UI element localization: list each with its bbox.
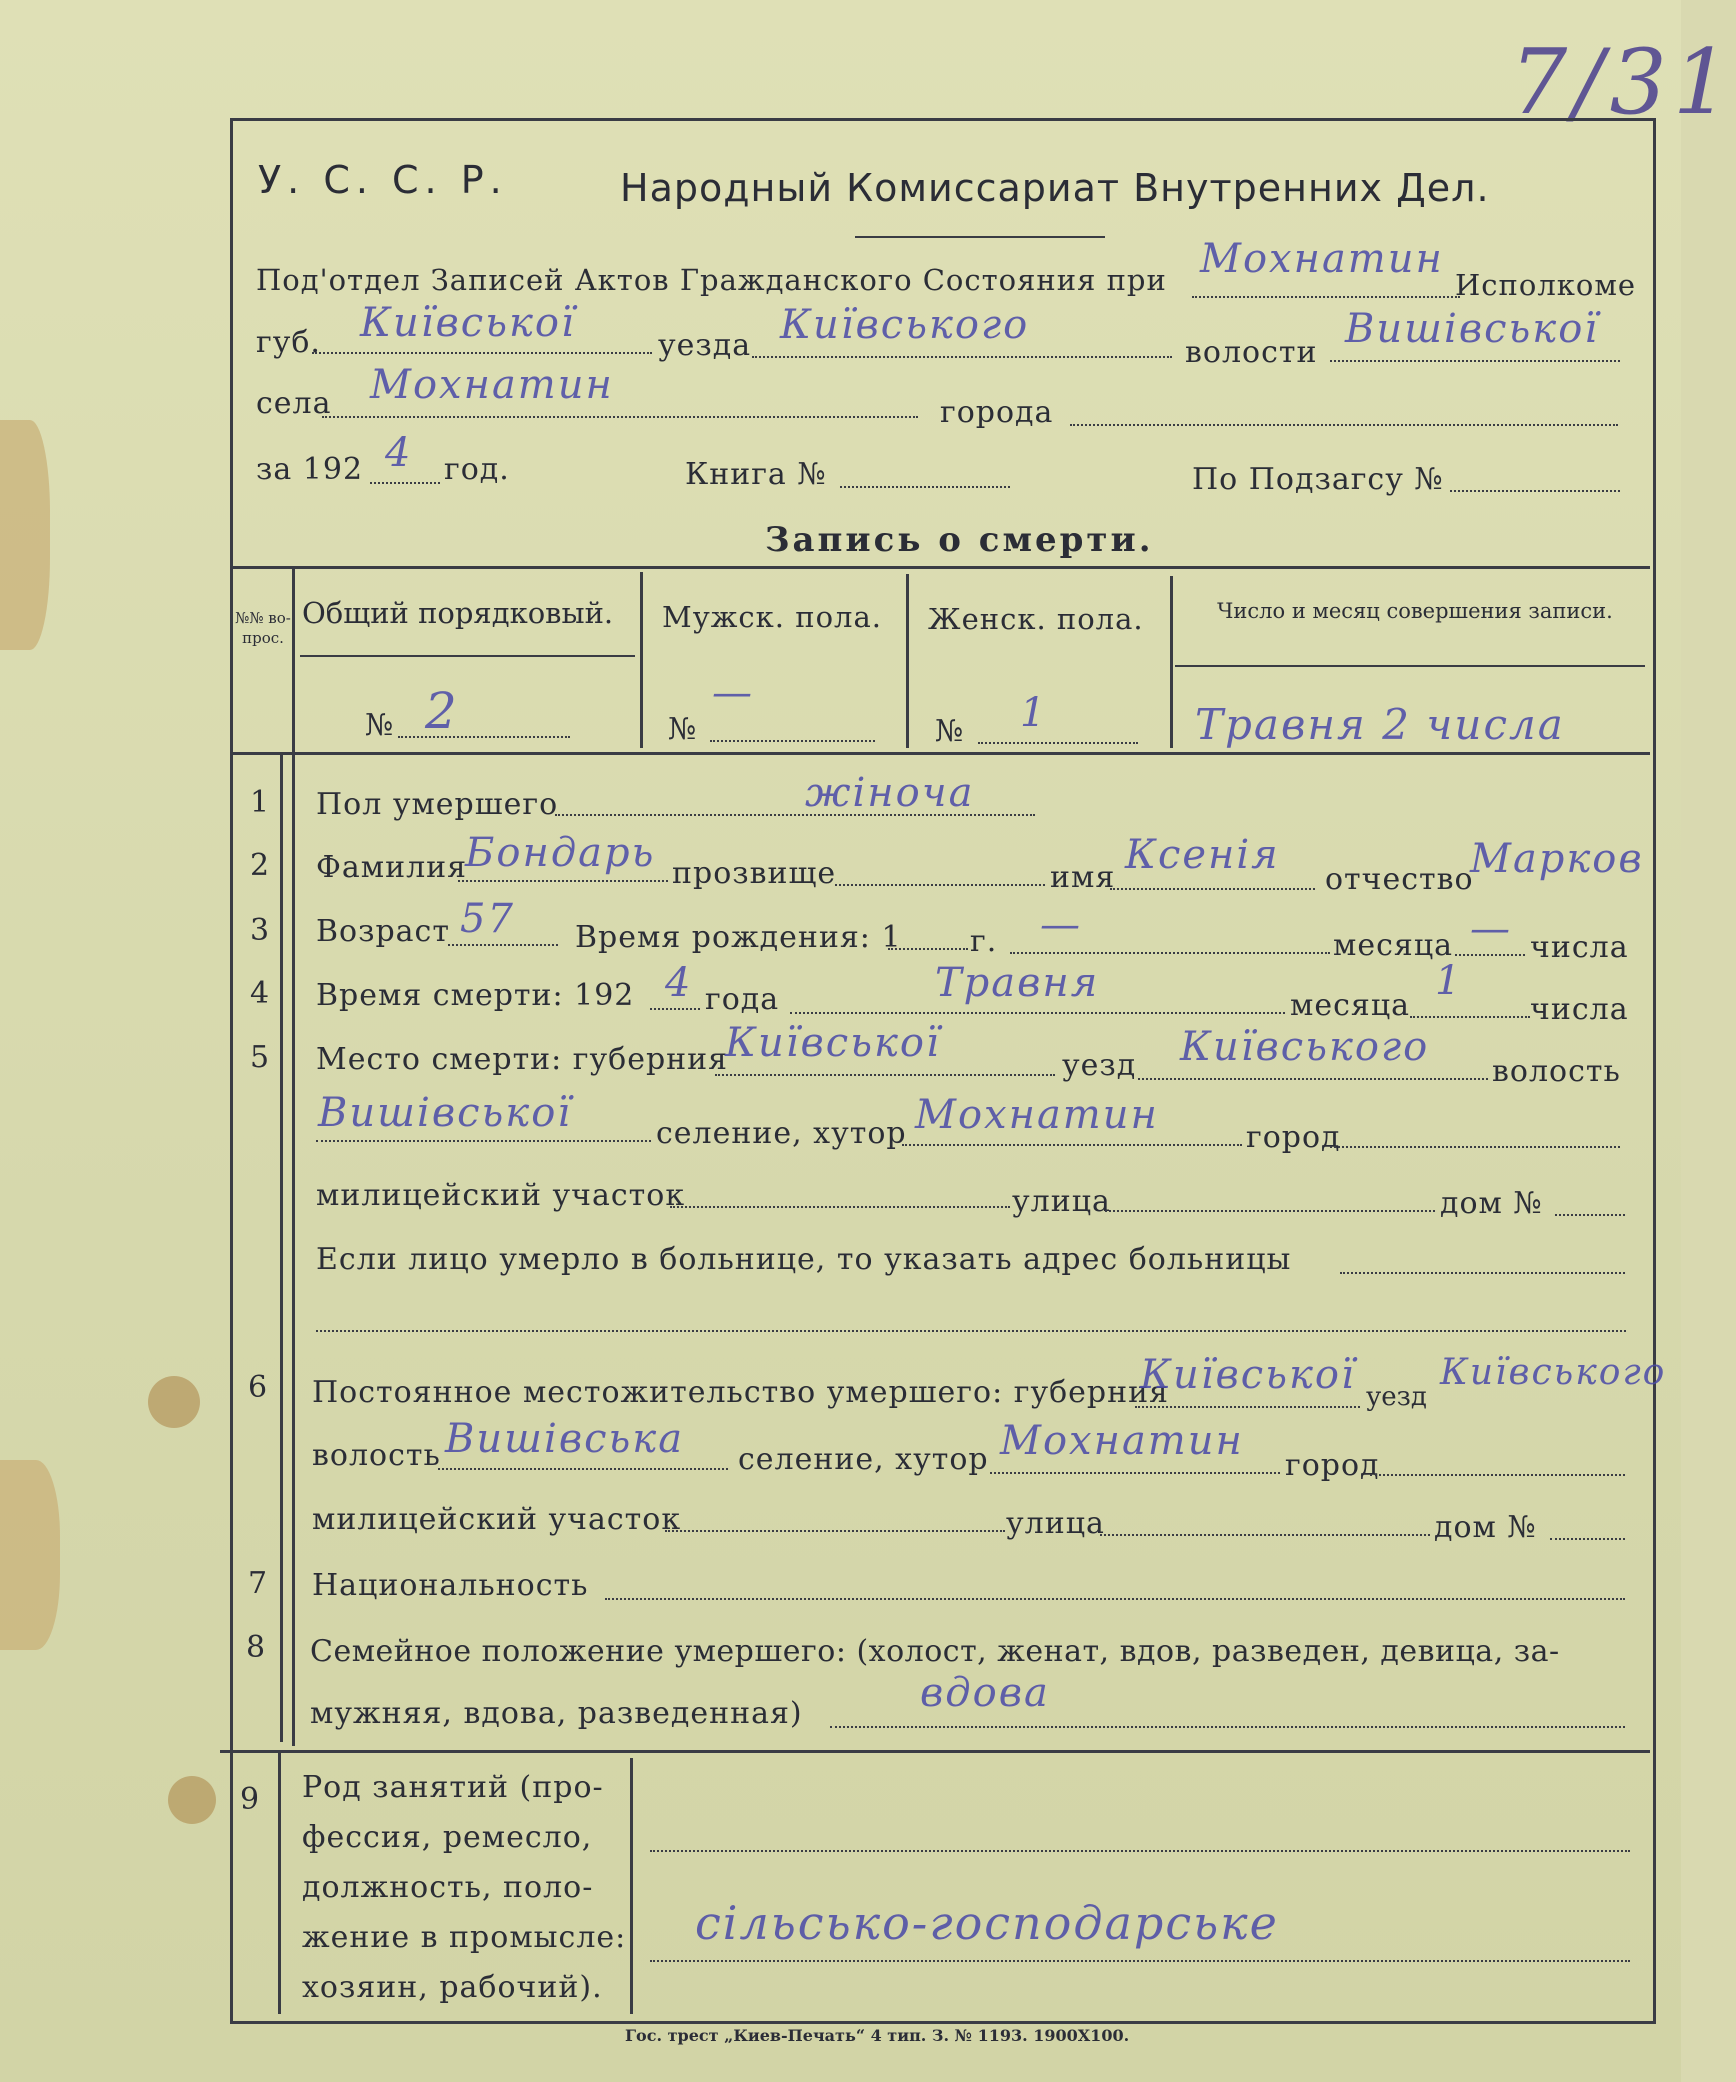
general-no-value: 2: [425, 682, 459, 740]
death-milic-label: милицейский участок: [316, 1178, 686, 1213]
marital-field: [830, 1726, 1625, 1728]
binding-hole: [148, 1376, 200, 1428]
row-number: 1: [250, 785, 270, 820]
row-number: 5: [250, 1040, 270, 1075]
kniga-field: [840, 486, 1010, 488]
sex-label: Пол умершего: [316, 787, 559, 822]
death-day-value: 1: [1435, 958, 1463, 1004]
row-number: 3: [250, 913, 270, 948]
page-number: 7/31: [1510, 30, 1736, 135]
death-month-field: [790, 1012, 1285, 1014]
selo-field: [322, 416, 918, 418]
death-time-label: Время смерти: 192: [316, 978, 635, 1013]
residence-ulica-label: улица: [1006, 1506, 1105, 1541]
occupation-label-2: фессия, ремесло,: [302, 1820, 593, 1855]
residence-uezd-value: Київського: [1440, 1352, 1667, 1393]
birth-day-field: [1455, 954, 1525, 956]
residence-dom-label: дом №: [1434, 1510, 1537, 1545]
death-volost-label: волость: [1492, 1054, 1621, 1089]
year-value: 4: [385, 430, 413, 476]
uezd-value: Київського: [780, 302, 1030, 348]
death-uezd-label: уезд: [1062, 1048, 1137, 1083]
volost-field: [1330, 360, 1620, 362]
general-no-label: №: [365, 708, 395, 743]
row-number: 9: [240, 1782, 260, 1817]
marital-label: Семейное положение умершего: (холост, женат, вдов, разведен, девица, за-: [310, 1634, 1560, 1669]
subdept-label: Под'отдел Записей Актов Гражданского Состояния при: [256, 263, 1167, 297]
nationality-field: [605, 1598, 1625, 1600]
occupation-field-1: [650, 1850, 1630, 1852]
commissariat-title: Народный Комиссариат Внутренних Дел.: [620, 166, 1490, 210]
patronymic-value: Марков: [1470, 836, 1644, 882]
surname-value: Бондарь: [465, 830, 656, 876]
table-top-line: [233, 566, 1650, 569]
residence-gub-field: [1135, 1406, 1360, 1408]
death-dom-label: дом №: [1440, 1186, 1543, 1221]
male-no-field: [710, 740, 875, 742]
occupation-label-3: должность, поло-: [302, 1870, 594, 1905]
hospital-field: [1340, 1272, 1625, 1274]
surname-label: Фамилия: [316, 850, 468, 885]
general-no-field: [398, 736, 570, 738]
row-number: 8: [246, 1630, 266, 1665]
printer-footer: Гос. трест „Киев-Печать“ 4 тип. З. № 1193. 1900Х100.: [625, 2026, 1130, 2045]
volost-label: волости: [1185, 335, 1318, 370]
row-number: 2: [250, 848, 270, 883]
gorod-label: города: [940, 395, 1054, 430]
nn-header: №№ во- прос.: [235, 609, 291, 647]
podzags-field: [1450, 490, 1620, 492]
sub-header-line: [300, 655, 635, 657]
age-label: Возраст: [316, 914, 450, 949]
death-place-label: Место смерти: губерния: [316, 1042, 729, 1077]
occupation-label-4: жение в промысле:: [302, 1920, 627, 1955]
female-no-label: №: [935, 714, 965, 749]
selo-label: села: [256, 386, 332, 421]
col-sep: [292, 566, 295, 1746]
residence-volost-value: Вишівська: [445, 1416, 685, 1462]
divider: [855, 236, 1105, 238]
patronymic-label: отчество: [1325, 862, 1474, 897]
birth-year-field: [888, 948, 968, 950]
residence-selenie-field: [990, 1472, 1280, 1474]
death-gorod-field: [1330, 1146, 1620, 1148]
row9-top-line: [220, 1750, 1650, 1753]
gub-field: [312, 352, 652, 354]
year-suffix: год.: [444, 452, 510, 487]
nickname-field: [835, 884, 1045, 886]
male-header: Мужск. пола.: [662, 600, 882, 634]
gub-label: губ.: [256, 325, 321, 360]
ispolkom-label: Исполкоме: [1455, 268, 1637, 302]
death-milic-field: [670, 1206, 1010, 1208]
death-selenie-value: Мохнатин: [915, 1092, 1159, 1138]
kniga-label: Книга №: [685, 457, 827, 492]
death-selenie-label: селение, хутор: [656, 1116, 907, 1151]
residence-gorod-field: [1370, 1474, 1625, 1476]
podzags-label: По Подзагсу №: [1192, 462, 1444, 497]
row-number: 6: [248, 1370, 268, 1405]
occupation-field-2: [650, 1960, 1630, 1962]
residence-uezd-label: уезд: [1366, 1382, 1427, 1412]
uezd-label: уезда: [658, 328, 752, 363]
sex-value: жіноча: [805, 770, 975, 816]
nickname-label: прозвище: [672, 856, 837, 891]
death-volost-field: [316, 1140, 651, 1142]
death-day-label: числа: [1530, 992, 1629, 1027]
sub-header-line: [1175, 665, 1645, 667]
age-field: [448, 944, 558, 946]
name-label: имя: [1050, 860, 1116, 895]
birth-label: Время рождения: 1: [575, 920, 902, 955]
death-gub-field: [715, 1074, 1055, 1076]
residence-selenie-label: селение, хутор: [738, 1442, 989, 1477]
uezd-field: [752, 356, 1172, 358]
left-margin-line: [280, 752, 283, 1742]
occupation-value: сільсько-господарське: [695, 1896, 1279, 1950]
death-month-label: месяца: [1290, 988, 1410, 1023]
death-selenie-field: [902, 1144, 1242, 1146]
record-date-value: Травня 2 числа: [1195, 700, 1565, 749]
male-no-value: —: [712, 670, 754, 716]
residence-volost-field: [438, 1468, 728, 1470]
occupation-label-1: Род занятий (про-: [302, 1770, 604, 1805]
ispolkom-field: [1192, 296, 1460, 298]
death-month-value: Травня: [935, 960, 1100, 1006]
col-sep: [1170, 576, 1173, 748]
nationality-label: Национальность: [312, 1568, 589, 1603]
death-year-value: 4: [665, 960, 693, 1006]
col-sep: [278, 1752, 281, 2014]
male-no-label: №: [668, 712, 698, 747]
binding-hole: [168, 1776, 216, 1824]
residence-gorod-label: город: [1285, 1448, 1380, 1483]
birth-day-label: числа: [1530, 930, 1629, 965]
gorod-field: [1070, 424, 1618, 426]
date-header: Число и месяц совершения записи.: [1217, 599, 1613, 623]
death-year-suffix: года: [705, 982, 780, 1017]
paper-stain: [0, 420, 50, 650]
residence-ulica-field: [1100, 1534, 1430, 1536]
female-no-field: [978, 742, 1138, 744]
occupation-label-5: хозяин, рабочий).: [302, 1970, 603, 2005]
ispolkom-value: Мохнатин: [1200, 236, 1444, 282]
birth-month-label: месяца: [1333, 928, 1453, 963]
residence-dom-field: [1550, 1538, 1625, 1540]
female-no-value: 1: [1020, 690, 1048, 736]
female-header: Женск. пола.: [928, 602, 1144, 636]
age-value: 57: [460, 896, 515, 942]
death-year-field: [650, 1008, 700, 1010]
residence-milic-field: [665, 1530, 1005, 1532]
general-header: Общий порядковый.: [302, 596, 614, 630]
record-title: Запись о смерти.: [765, 520, 1154, 560]
residence-gub-value: Київської: [1140, 1352, 1356, 1398]
selo-value: Мохнатин: [370, 362, 614, 408]
residence-volost-label: волость: [312, 1438, 441, 1473]
death-uezd-value: Київського: [1180, 1024, 1430, 1070]
death-dom-field: [1555, 1214, 1625, 1216]
death-gorod-label: город: [1246, 1120, 1341, 1155]
surname-field: [458, 880, 668, 882]
name-field: [1110, 888, 1315, 890]
year-prefix: за 192: [256, 452, 364, 487]
col-sep: [630, 1758, 633, 2014]
marital-value: вдова: [920, 1670, 1050, 1716]
death-ulica-label: улица: [1012, 1184, 1111, 1219]
hospital-label: Если лицо умерло в больнице, то указать адрес больницы: [316, 1242, 1292, 1277]
death-volost-value: Вишівської: [318, 1090, 573, 1136]
residence-milic-label: милицейский участок: [312, 1502, 682, 1537]
republic-label: У. С. С. Р.: [258, 158, 508, 202]
name-value: Ксенія: [1125, 832, 1280, 878]
gub-value: Київської: [360, 300, 576, 346]
death-ulica-field: [1105, 1210, 1435, 1212]
volost-value: Вишівської: [1345, 306, 1600, 352]
residence-selenie-value: Мохнатин: [1000, 1418, 1244, 1464]
row-number: 7: [248, 1566, 268, 1601]
residence-label: Постоянное местожительство умершего: губерния: [312, 1375, 1170, 1410]
year-field: [370, 482, 440, 484]
marital-label-2: мужняя, вдова, разведенная): [310, 1696, 803, 1731]
row-number: 4: [250, 976, 270, 1011]
death-day-field: [1410, 1016, 1530, 1018]
birth-month-dash: —: [1470, 906, 1512, 952]
birth-g-label: г.: [970, 924, 998, 959]
col-sep: [640, 572, 643, 748]
hospital-field-2: [316, 1330, 1626, 1332]
death-uezd-field: [1138, 1078, 1488, 1080]
death-gub-value: Київської: [725, 1020, 941, 1066]
col-sep: [906, 574, 909, 748]
birth-month-field: [1010, 952, 1330, 954]
birth-year-dash: —: [1040, 902, 1082, 948]
paper-stain: [0, 1460, 60, 1650]
table-header-bottom: [233, 752, 1650, 755]
